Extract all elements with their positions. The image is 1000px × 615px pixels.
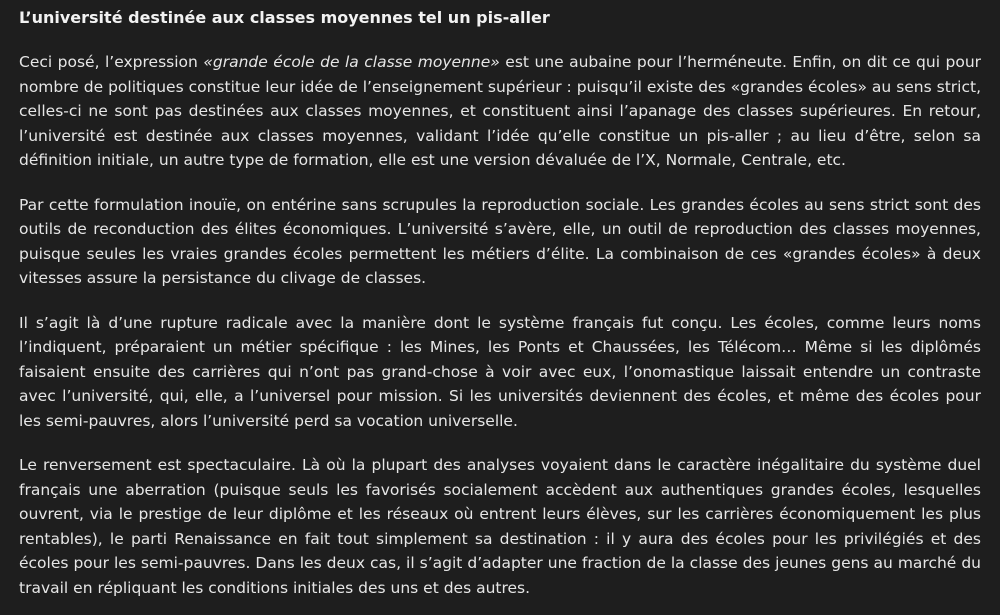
paragraph-4: Le renversement est spectaculaire. Là où la plupart des analyses voyaient dans le caractère inégalitaire du système duel français une aberration (puisque seuls les favorisés socialement accèdent aux authentiques grandes écoles, lesquelles ouvrent, via le prestige de leur diplôme et les réseaux où entrent leurs élèves, sur les carrières économiquement les plus rentables), le parti Renaissance en fait tout simplement sa destination : il y aura des écoles pour les privilégiés et des écoles pour les semi-pauvres. Dans les deux cas, il s’agit d’adapter une fraction de la classe des jeunes gens au marché du travail en répliquant les conditions initiales des uns et des autres. xyxy=(19,456,981,597)
section-heading: L’université destinée aux classes moyennes tel un pis-aller xyxy=(19,8,550,27)
paragraph-1-body: est une aubaine pour l’herméneute. Enfin, on dit ce qui pour nombre de politiques constitue leur idée de l’enseignement supérieur : puisqu’il existe des «grandes écoles» au sens strict, celles-ci ne sont pas destinées aux classes moyennes, et constituent ainsi l’apanage des classes supérieures. En retour, l’université est destinée aux classes moyennes, validant l’idée qu’elle constitue un pis-aller ; au lieu d’être, selon sa définition initiale, un autre type de formation, elle est une version dévaluée de l’X, Normale, Centrale, etc. xyxy=(19,53,982,169)
quoted-expression: «grande école de la classe moyenne» xyxy=(203,53,500,71)
paragraph-1-intro: Ceci posé, l’expression xyxy=(19,53,204,71)
paragraph-3: Il s’agit là d’une rupture radicale avec la manière dont le système français fut conçu. Les écoles, comme leurs noms l’indiquent, préparaient un métier spécifique : les Mines, les Ponts et Chaussées, les Télécom… Même si les diplômés faisaient ensuite des carrières qui n’ont pas grand-chose à voir avec eux, l’onomastique laissait entendre un contraste avec l’université, qui, elle, a l’universel pour mission. Si les universités deviennent des écoles, et même des écoles pour les semi-pauvres, alors l’université perd sa vocation universelle. xyxy=(19,313,981,430)
paragraph-2: Par cette formulation inouïe, on entérine sans scrupules la reproduction sociale. Les grandes écoles au sens strict sont des outils de reconduction des élites économiques. L’université s’avère, elle, un outil de reproduction des classes moyennes, puisque seules les vraies grandes écoles permettent les métiers d’élite. La combinaison de ces «grandes écoles» à deux vitesses assure la persistance du clivage de classes. xyxy=(19,195,981,287)
paragraph-1 xyxy=(19,50,981,173)
